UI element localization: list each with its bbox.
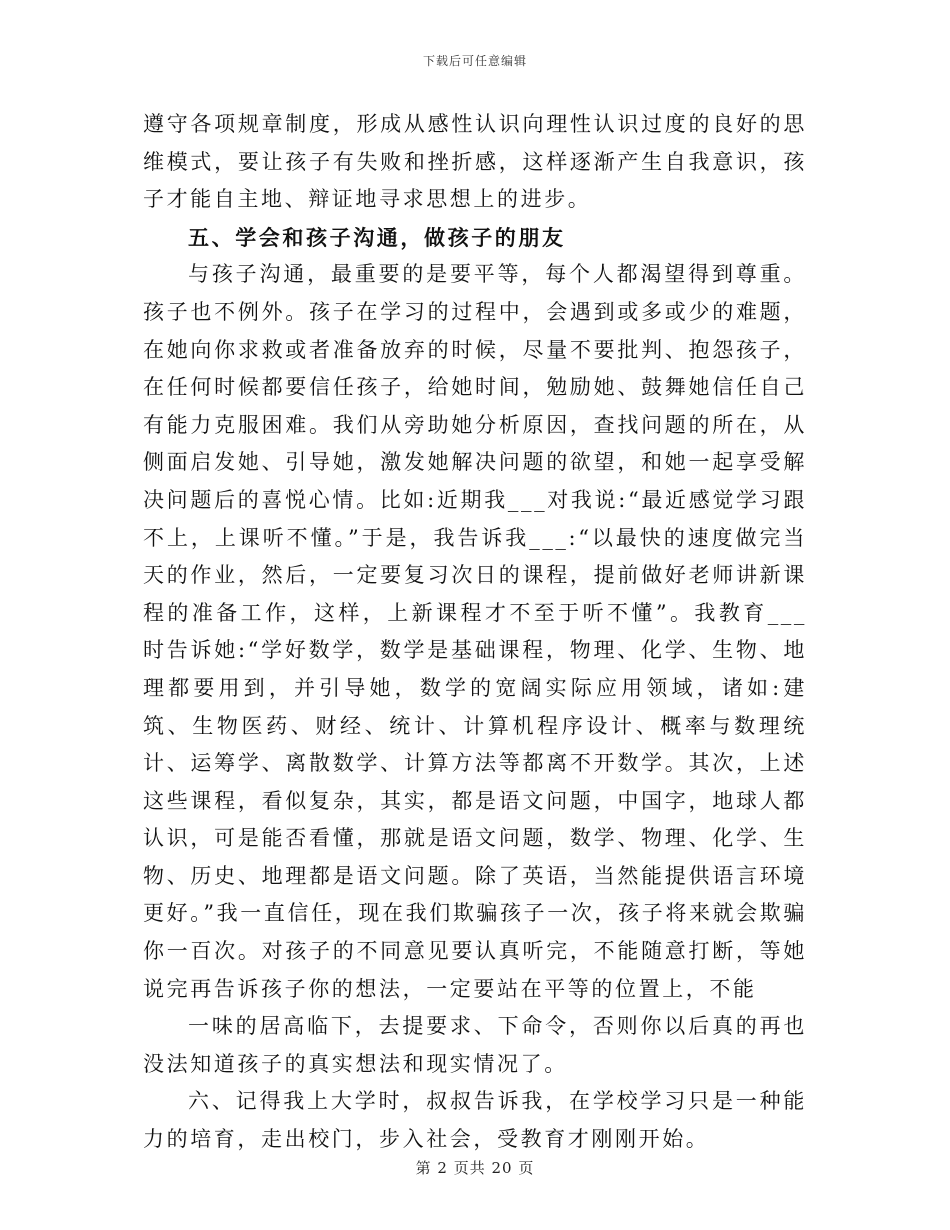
page-number-footer: 第 2 页共 20 页 <box>415 1159 535 1177</box>
paragraph-4: 六、记得我上大学时，叔叔告诉我，在学校学习只是一种能力的培育，走出校门，步入社会，受教育才刚刚开始。 <box>143 1089 807 1152</box>
section-heading-5: 五、学会和孩子沟通，做孩子的朋友 <box>188 224 566 250</box>
paragraph-2: 与孩子沟通，最重要的是要平等，每个人都渴望得到尊重。孩子也不例外。孩子在学习的过程中，会遇到或多或少的难题，在她向你求救或者准备放弃的时候，尽量不要批判、抱怨孩子，在任何时候都要信任孩子，给她时间，勉励她、鼓舞她信任自己有能力克服困难。我们从旁助她分析原因，查找问题的所在，从侧面启发她、引导她，激发她解决问题的欲望，和她一起享受解决问题后的喜悦心情。比如:近期我___对我说:“最近感觉学习跟不上，上课听不懂。”于是，我告诉我___:“以最快的速度做完当天的作业，然后，一定要复习次日的课程，提前做好老师讲新课程的准备工作，这样，上新课程才不至于听不懂”。我教育___时告诉她:“学好数学，数学是基础课程，物理、化学、生物、地理都要用到，并引导她，数学的宽阔实际应用领域，诸如:建筑、生物医药、财经、统计、计算机程序设计、概率与数理统计、运筹学、离散数学、计算方法等都离不开数学。其次，上述这些课程，看似复杂，其实，都是语文问题，中国字，地球人都认识，可是能否看懂，那就是语文问题，数学、物理、化学、生物、历史、地理都是语文问题。除了英语，当然能提供语言环境更好。”我一直信任，现在我们欺骗孩子一次，孩子将来就会欺骗你一百次。对孩子的不同意见要认真听完，不能随意打断，等她说完再告诉孩子你的想法，一定要站在平等的位置上，不能 <box>143 262 807 1001</box>
paragraph-1: 遵守各项规章制度，形成从感性认识向理性认识过度的良好的思维模式，要让孩子有失败和挫折感，这样逐渐产生自我意识，孩子才能自主地、辩证地寻求思想上的进步。 <box>143 112 807 212</box>
document-body <box>143 106 807 1159</box>
page-header: 下载后可任意编辑 <box>422 54 527 68</box>
paragraph-3: 一味的居高临下，去提要求、下命令，否则你以后真的再也没法知道孩子的真实想法和现实情况了。 <box>143 1014 807 1076</box>
